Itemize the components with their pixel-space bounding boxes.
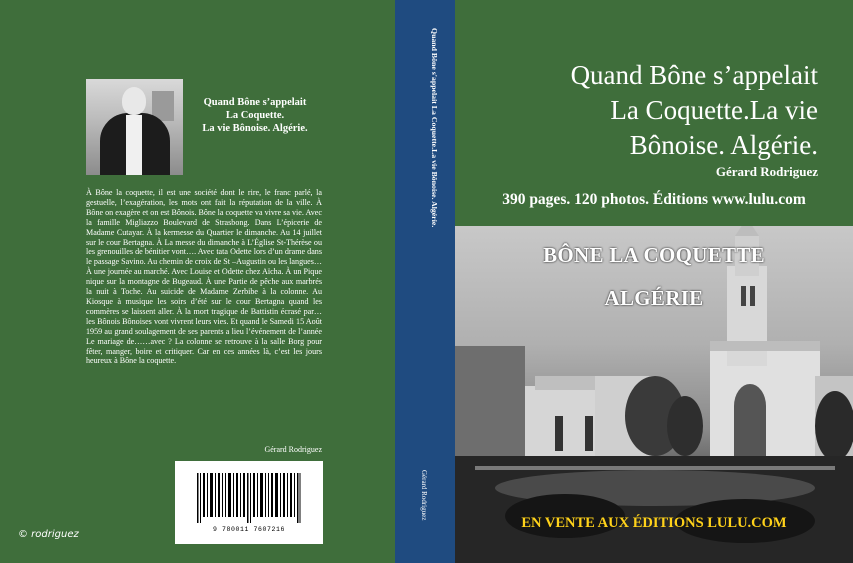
barcode xyxy=(175,461,323,544)
sale-footer: EN VENTE AUX ÉDITIONS LULU.COM xyxy=(521,515,787,531)
church-photo-illustration xyxy=(455,226,853,563)
front-cover-title xyxy=(455,58,818,163)
cover-photo xyxy=(455,226,853,563)
back-title-line: Quand Bône s’appelait xyxy=(203,97,307,108)
front-title-line: Quand Bône s’appelait xyxy=(570,60,818,90)
back-title-line: La Coquette. xyxy=(225,110,285,121)
photo-title-line2: ALGÉRIE xyxy=(604,286,704,310)
barcode-bars xyxy=(197,473,301,523)
copyright-signature: © rodriguez xyxy=(18,529,79,540)
blurb-author: Gérard Rodriguez xyxy=(264,445,322,454)
spine-title: Quand Bône s'appelait La Coquette.La vie Bônoise. Algérie. xyxy=(430,28,439,228)
author-photo xyxy=(86,79,183,175)
front-title-line: La Coquette.La vie xyxy=(610,95,818,125)
spine-author: Gérard Rodriguez xyxy=(420,470,428,521)
back-cover-title xyxy=(190,96,320,135)
front-cover-info: 390 pages. 120 photos. Éditions www.lulu.com xyxy=(502,191,806,208)
back-title-line: La vie Bônoise. Algérie. xyxy=(202,123,308,134)
front-cover-author: Gérard Rodriguez xyxy=(715,164,818,179)
back-cover-blurb: À Bône la coquette, il est une société dont le rire, le franc parlé, la gestuelle, l’exagération, les mots ont fait la réputation de la ville. À Bône on exagère et on est Bônois. Bône la coquette va vivre sa vie. Avec la famille Migliazzo Boulevard de Strasbong. Dans L’épicerie de Madame Cutayar. À la kermesse du Quartier le dimanche. Au 14 juillet sur le cour Bertagna. À La messe du dimanche à L’Église St-Thérèse ou les grenouilles de bénitier vont…. Avec tata Odette lors d’un drame dans le passage Savino. Au chemin de croix de St –Augustin ou les langues…À une journée au marché. Avec Louise et Odette chez Aïcha. À un Pique nique sur la montagne de Bugeaud. À une Partie de pêche aux marbrés la nuit à Toche. Au suicide de Madame Zerbibe à la colonne. Au Kiosque à musique les soirs d’été sur le cour Bertagna quand les commères se laissent aller. À la mort tragique de Battistin écrasé par… les Bônois Bônoises vont vivrent leurs vies. Et quand le Samedi 15 Août 1959 au grand soulagement de ses parents a lieu l’événement de l’année Le mariage de……avec ? La colonne se retrouve à la salle Borg pour fêter, manger, boire et critiquer. Car en ces années là, c’est les jours heureux à Bône la coquette. xyxy=(86,188,322,366)
front-title-line: Bônoise. Algérie. xyxy=(629,130,818,160)
photo-title-line1: BÔNE LA COQUETTE xyxy=(543,243,765,267)
barcode-number: 9 780011 7607216 xyxy=(212,526,285,533)
